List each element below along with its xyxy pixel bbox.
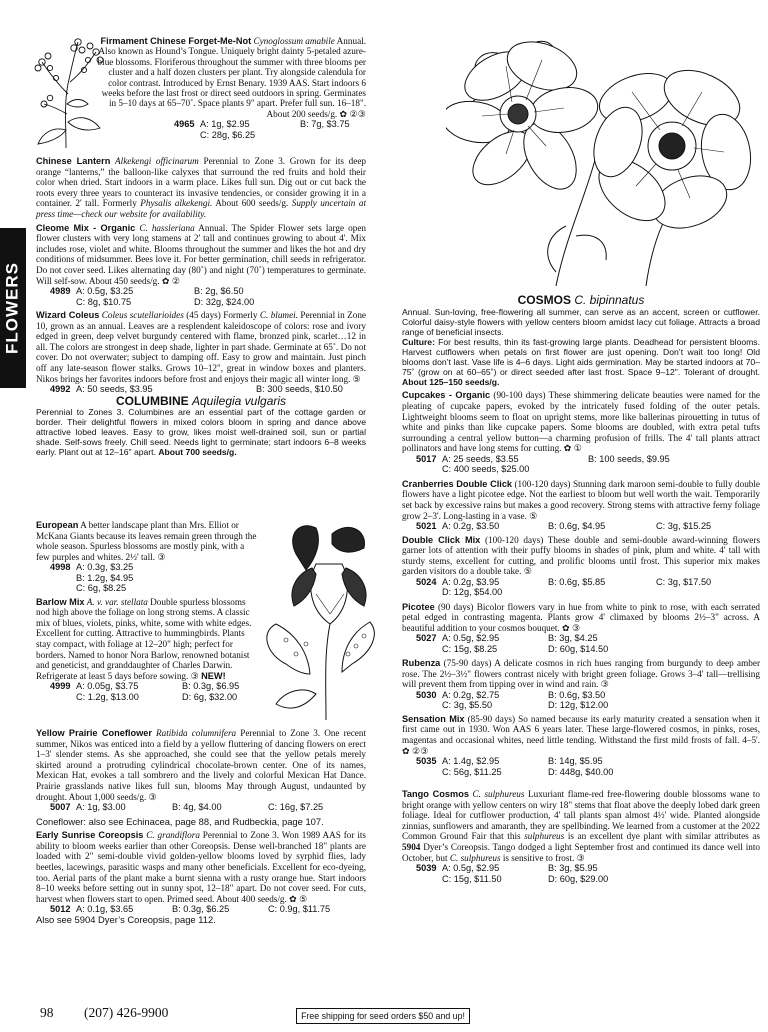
- product-name: Cupcakes - Organic: [402, 390, 491, 401]
- latin-name: C. grandiflora: [146, 830, 200, 841]
- price-option: D: 12g, $12.00: [548, 700, 609, 711]
- cross-reference-sku: 5904: [402, 842, 421, 853]
- product-name: Sensation Mix: [402, 713, 465, 724]
- price-option: B: 7g, $3.75: [300, 119, 350, 130]
- coleus-entry: [36, 310, 366, 384]
- sku-line: [402, 644, 760, 654]
- culture-text: For best results, thin its fast-growing large plants. Deadhead for persistent blooms. Harvest cutflowers when petals on first flower are just opening. Don’t wait too long! Old blooms don’t last. Vase life is 4–6 days. Light aids germination. May be started indoors at 70–75˚ (grow on at 60–65˚) or direct seeded after last frost. Space 9–12". Tolerant of drought.: [402, 336, 760, 378]
- seed-count: About 600 seeds/g.: [215, 198, 289, 209]
- price-option: A: 0.3g, $3.25: [76, 562, 134, 573]
- columbine-illustration: [256, 514, 392, 722]
- sku-line: [36, 681, 258, 691]
- sku-line: [402, 633, 760, 643]
- product-name: Rubenza: [402, 658, 441, 669]
- product-description: is sensitive to frost. ③: [502, 852, 585, 863]
- cosmos-illustration: [446, 36, 768, 296]
- price-option: A: 25 seeds, $3.55: [442, 453, 519, 464]
- product-description: These double and semi-double award-winning flowers garner lots of attention with their puffy blooms in shades of pink, plum and white. 4' tall with sturdy stems, excellent for cutting, and prolific blooms until frost. This superior mix makes garden visitors do a double take. ⑤: [402, 534, 761, 577]
- days-to-maturity: (75-90 days): [443, 658, 492, 669]
- price-option: C: 56g, $11.25: [442, 766, 502, 777]
- price-option: B: 0.3g, $6.95: [182, 681, 240, 692]
- price-option: B: 0.6g, $3.50: [548, 690, 606, 701]
- price-option: B: 2g, $6.50: [194, 286, 244, 297]
- product-name: Picotee: [402, 601, 435, 612]
- product-description: is an excellent dye plant with similar attributes as: [567, 831, 761, 842]
- price-option: D: 60g, $14.50: [548, 643, 609, 654]
- sku-line: [402, 690, 760, 700]
- sku-line: [402, 756, 760, 766]
- product-name: Cleome Mix - Organic: [36, 222, 136, 233]
- sku-line: [402, 454, 760, 464]
- days-to-maturity: (85-90 days): [467, 713, 516, 724]
- product-name: Chinese Lantern: [36, 156, 111, 166]
- cosmos-culture: [402, 337, 760, 387]
- sku-line: [36, 286, 366, 296]
- double-click-entry: [402, 535, 760, 577]
- price-option: A: 0.2g, $3.50: [442, 521, 500, 532]
- product-name: Barlow Mix: [36, 596, 85, 607]
- product-description: So named because its early maturity created a sensation when it first came out in 1930. Won AAS 6 years later. These large-flowered cosmos, in pinks, roses, magentas and occasional whites, need little tending. Withstand the first mild frosts of fall. 4–5'. ✿ ②③: [402, 713, 760, 756]
- sku-line: [36, 692, 258, 702]
- latin-name: C. bipinnatus: [574, 293, 645, 307]
- price-option: B: 0.6g, $4.95: [548, 521, 606, 532]
- sku-line: [402, 464, 760, 474]
- product-name: Cranberries Double Click: [402, 478, 513, 489]
- price-option: C: 6g, $8.25: [76, 583, 127, 594]
- section-title-columbine: [36, 393, 366, 408]
- page-number: 98: [40, 1005, 54, 1020]
- product-name: Early Sunrise Coreopsis: [36, 830, 144, 841]
- sku-line: [402, 863, 760, 873]
- sku-line: [36, 562, 258, 572]
- price-option: A: 0.5g, $3.25: [76, 286, 134, 297]
- sku-number: 4999: [50, 681, 71, 692]
- cosmos-intro: [402, 307, 760, 337]
- new-badge: NEW!: [201, 670, 226, 681]
- price-option: C: 28g, $6.25: [200, 129, 256, 140]
- also-see-note: Also see 5904 Dyer’s Coreopsis, page 112.: [36, 913, 216, 925]
- latin-name: C. hassleriana: [139, 222, 195, 233]
- days-to-maturity: (100-120 days): [514, 478, 571, 489]
- product-description: Luxuriant flame-red free-flowering double blossoms wane to bright orange with yellow centers on wiry 18" stems that float above the deeply lobed dark green foliage. Ideal for cutflower production, 4' tall plants span almost 4½' wide. Planted alongside zinnias, sunflowers and amaranth, they are spellbinding. We learned from a customer at the 2022 Common Ground Fair that this: [402, 789, 761, 842]
- sku-line: [36, 297, 366, 307]
- price-option: A: 0.2g, $2.75: [442, 690, 500, 701]
- product-description: Bicolor flowers vary in hue from white to pink to rose, with each serrated petal edged in contrasting magenta. Plants grow 4' climaxed by blooms 2½–3" across. A beautiful addition to your cosmos bouquet. ✿ ③: [402, 601, 761, 633]
- product-name: Tango Cosmos: [402, 789, 469, 800]
- price-option: C: 8g, $10.75: [76, 296, 132, 307]
- price-option: A: 0.1g, $3.65: [76, 904, 134, 915]
- price-option: D: 32g, $24.00: [194, 296, 255, 307]
- sku-line: [94, 130, 366, 140]
- chinese-lantern-entry: [36, 156, 366, 220]
- sku-line: [36, 583, 258, 593]
- price-option: B: 1.2g, $4.95: [76, 572, 134, 583]
- sku-number: 5021: [416, 521, 437, 532]
- price-option: C: 1.2g, $13.00: [76, 691, 139, 702]
- price-option: A: 50 seeds, $3.95: [76, 384, 153, 395]
- section-title-text: COLUMBINE: [115, 393, 189, 408]
- price-option: A: 1.4g, $2.95: [442, 756, 500, 767]
- sku-line: [402, 874, 760, 884]
- price-option: B: 300 seeds, $10.50: [256, 384, 343, 395]
- sku-line: [36, 802, 366, 812]
- product-description: Perennial in Zone 10, grown as an annual. Leaves are a resplendent kaleidoscope of colors: rose and ivory edged in green, deep velvet burgundy centered with flame, bronzed pink, scarlet…12 in all. The colors are strongest in deep shade, lighter in part shade. Germinate at 65˚. Do not cover. Do not overwater; subject to damping off. Easy to grow and maintain. Just pinch off any late-season flower stalks. Grows 10–12", great in window boxes and planters. Nikos brings her favorites indoors before frost and enjoys their magic all winter long. ⑤: [36, 309, 366, 384]
- price-option: B: 3g, $4.25: [548, 633, 598, 644]
- phone-number: (207) 426-9900: [84, 1005, 169, 1020]
- forget-me-not-entry: [94, 36, 366, 140]
- latin-name: Coleus scutellarioides: [101, 309, 184, 320]
- sku-number: 4989: [50, 286, 71, 297]
- days-to-maturity: (90 days): [437, 601, 474, 612]
- price-option: C: 3g, $5.50: [442, 700, 493, 711]
- product-name: Firmament Chinese Forget-Me-Not: [100, 36, 252, 46]
- price-option: B: 100 seeds, $9.95: [588, 453, 670, 464]
- price-option: A: 1g, $2.95: [200, 119, 250, 130]
- price-option: C: 15g, $8.25: [442, 643, 498, 654]
- latin-name: Alkekengi officinarum: [115, 156, 199, 166]
- product-name: Yellow Prairie Coneflower: [36, 728, 152, 738]
- sku-number: 5017: [416, 453, 437, 464]
- cranberries-entry: [402, 479, 760, 521]
- sku-number: 5027: [416, 633, 437, 644]
- sku-number: 4998: [50, 562, 71, 573]
- days-to-maturity: (45 days) Formerly: [186, 309, 258, 320]
- seed-count: About 125–150 seeds/g.: [402, 377, 500, 388]
- price-option: C: 16g, $7.25: [268, 802, 324, 813]
- product-description: Double spurless blossoms nod high above the foliage on long strong stems. A classic mix of blues, violets, pinks, white, some with white edges. Excellent for cutting. Attractive to hummingbirds. Plants stay compact, with foliage at 12–20" high; perfect for borders. Named to honor Nora Barlow, renowned botanist and geneticist, and granddaughter of Charles Darwin. Refrigerate at least 5 days before sowing. ③: [36, 596, 252, 681]
- sku-number: 5035: [416, 756, 437, 767]
- product-name: Wizard Coleus: [36, 309, 100, 320]
- sku-line: [402, 577, 760, 587]
- sensation-entry: [402, 714, 760, 756]
- latin-name: A. v. var. stellata: [86, 596, 148, 607]
- price-option: B: 3g, $5.95: [548, 863, 598, 874]
- culture-label: Culture:: [402, 336, 435, 347]
- price-option: D: 60g, $29.00: [548, 873, 609, 884]
- columbine-intro: [36, 407, 366, 457]
- price-option: C: 0.9g, $11.75: [268, 904, 331, 915]
- product-description: Annual. Also known as Hound’s Tongue. Uniquely bright dainty 5-petaled azure-blue blossoms. Floriferous throughout the summer with three blooms per cluster and a half dozen clusters per plant. Try alongside calendula for color contrast. Introduced by Ernst Benary. 1939 AAS. Start indoors 6 weeks before the last frost or direct seed outdoors in spring. Germinates in 5–10 days at 65–70˚. Space plants 9" apart. Prefer full sun. 16–18". About 200 seeds/g. ✿ ②③: [97, 36, 366, 119]
- section-description: Perennial to Zones 3. Columbines are an essential part of the cottage garden or border. Their delightful flowers in mixed colors bloom in spring and dance above attractive lobed leaves. Easy to grow, likes moist well-drained soil, sun or partial shade. Self-sows freely. Chill seed. Needs light to germinate; start indoors 6–8 weeks early. Plant out at 12–16" apart.: [36, 407, 366, 458]
- sku-line: [402, 521, 760, 531]
- product-description: Dyer’s Coreopsis. Tango dodged a light September frost and continued its dance well into October, but: [402, 842, 760, 863]
- european-entry: [36, 520, 258, 562]
- product-description: These shimmering delicate beauties were named for the pleating of cupcake papers, evoked by the intricately fused folding of the outer petals. Lightweight blooms seem to float on upright stems, more like ballerinas pirouetting in tutus of white and pinks than like cupcake papers. Some blooms are doubled, with extra petal tufts surrounding a central yellow button—a charming profusion of frills. The 4' tall plants attract pollinators and have long stems for cutting. ✿ ①: [402, 390, 761, 454]
- price-option: B: 14g, $5.95: [548, 756, 603, 767]
- price-option: A: 0.5g, $2.95: [442, 633, 500, 644]
- free-shipping-banner: Free shipping for seed orders $50 and up!: [296, 1008, 470, 1024]
- latin-name: Physalis alkekengi.: [140, 198, 213, 209]
- sku-number: 5030: [416, 690, 437, 701]
- rubenza-entry: [402, 658, 760, 690]
- price-option: A: 0.5g, $2.95: [442, 863, 500, 874]
- latin-name: Aquilegia vulgaris: [191, 393, 287, 408]
- price-option: B: 0.3g, $6.25: [172, 904, 230, 915]
- price-option: A: 0.2g, $3.95: [442, 576, 500, 587]
- price-option: B: 4g, $4.00: [172, 802, 222, 813]
- price-option: A: 0.05g, $3.75: [76, 681, 139, 692]
- price-option: C: 3g, $15.25: [656, 521, 712, 532]
- section-tab-label: FLOWERS: [2, 262, 22, 354]
- yellow-prairie-entry: [36, 728, 366, 802]
- product-description: A delicate cosmos in rich hues ranging from burgundy to deep amber rose. The 2½–3½" flowers contrast nicely with bright green foliage. Grows 3–4' tall—trellising will prevent them from tipping over in wind and rain. ③: [402, 658, 760, 690]
- price-option: C: 15g, $11.50: [442, 873, 502, 884]
- sku-number: 5007: [50, 802, 71, 813]
- barlow-entry: [36, 597, 258, 682]
- latin-name: Cynoglossum amabile: [253, 36, 335, 46]
- sku-number: 5039: [416, 863, 437, 874]
- sku-number: 4965: [174, 119, 195, 130]
- seed-count: About 700 seeds/g.: [158, 447, 237, 458]
- product-description: Perennial to Zone 3. Won 1989 AAS for its ability to bloom weeks earlier than other Coreopsis. Dense well-branched 18" plants are loaded with 2" semi-double vivid golden-yellow blooms loved by syrphid flies, lady beetles, lacewings, parasitic wasps and many other beneficials. Excellent for eco-dyeing, too. Aerial parts of the plant make a burnt sienna with a rusty orange hue. Start indoors 8–10 weeks before setting out in sunny spot, 12–18" apart. Do not cover seed. For cuts, harvest when flowers start to open. Primed seed. About 400 seeds/g. ✿ ⑤: [36, 830, 366, 904]
- sku-line: [402, 587, 760, 597]
- latin-name: C. blumei.: [259, 309, 298, 320]
- section-tab: [0, 228, 26, 388]
- sku-number: 5012: [50, 904, 71, 915]
- days-to-maturity: (100-120 days): [484, 534, 544, 545]
- cleome-entry: [36, 223, 366, 287]
- price-option: B: 0.6g, $5.85: [548, 576, 606, 587]
- latin-name: C. sulphureus: [472, 789, 525, 800]
- sku-number: 5024: [416, 576, 437, 587]
- coneflower-note: Coneflower: also see Echinacea, page 88, and Rudbeckia, page 107.: [36, 815, 324, 827]
- price-option: A: 1g, $3.00: [76, 802, 126, 813]
- sku-line: [402, 700, 760, 710]
- price-option: C: 3g, $17.50: [656, 576, 712, 587]
- product-description: Annual. The Spider Flower sets large open flower clusters with very long stamens at 2' tall and continues growing to about 4'. Mix includes rose, violet and white. Blooms throughout the summer and likes the hot and dry conditions of midsummer. Bees love it. For better germination, chill seeds in refrigerator. Do not cover seed. Likes alternating day (80˚) and night (70˚) temperatures to germinate. Will self-sow. About 450 seeds/g. ✿ ②: [36, 222, 366, 286]
- price-option: D: 6g, $32.00: [182, 691, 238, 702]
- product-description: Perennial to Zone 3. One recent summer, Nikos was enticed into a field by a yellow fluttering of dancing flowers on erect 1–3' slender stems. As she approached, she could see that the yellow petals merely skirted around a protruding cylindrical chocolate-brown center. One of its names, Mexican Hat, evokes a tall sombrero and the lively and colorful Mexican Hat Dance. Prairie grasslands native likes full sun, blooms May through August, undaunted by drought. About 1,000 seeds/g. ③: [36, 728, 367, 802]
- days-to-maturity: (90-100 days): [493, 390, 546, 401]
- cupcakes-entry: [402, 390, 760, 454]
- price-option: D: 448g, $40.00: [548, 766, 614, 777]
- price-option: D: 12g, $54.00: [442, 587, 503, 598]
- sku-line: [36, 573, 258, 583]
- product-description: Stunning dark maroon semi-double to fully double flowers have a light picotee edge. Not the earliest to bloom but well worth the wait. Temporarily set back by excessive rains but makes a good recovery. Strong stems with attractive ferny foliage grow 2–3'. Long-lasting in a vase. ⑤: [402, 478, 761, 521]
- price-option: C: 400 seeds, $25.00: [442, 464, 530, 475]
- latin-name: C. sulphureus: [449, 852, 501, 863]
- sku-line: [94, 119, 366, 129]
- early-sunrise-entry: [36, 830, 366, 904]
- picotee-entry: [402, 602, 760, 634]
- section-description: Annual. Sun-loving, free-flowering all summer, can serve as an accent, screen or cutflower. Colorful daisy-style flowers with yellow centers bloom amidst lacy cut foliage. Attracts a broad range of beneficial insects.: [402, 306, 760, 337]
- latin-name: Ratibida columnifera: [156, 728, 237, 738]
- section-title-text: COSMOS: [517, 293, 571, 307]
- section-title-cosmos: [402, 295, 760, 306]
- product-name: European: [36, 520, 79, 530]
- latin-name: sulphureus: [524, 831, 565, 842]
- sku-number: 4992: [50, 384, 71, 395]
- product-name: Double Click Mix: [402, 534, 481, 545]
- tango-entry: [402, 789, 760, 863]
- sku-line: [402, 767, 760, 777]
- product-description: A better landscape plant than Mrs. Elliot or McKana Giants because its leaves remain green through the whole season. Spurless blossoms are mostly pink, with a few purples and whites. 2½' tall. ③: [36, 520, 257, 562]
- availability-note: Supply uncertain at press time—check our website for availability.: [36, 198, 366, 219]
- product-description: Perennial to Zone 3. Grown for its deep orange “lanterns,” the balloon-like calyxes that surround the red fruits and hold their color when dried. Start indoors in a warm place. Likes full sun. Dig out or cut back the roots every three years to counteract its invasive tendencies, or consider growing it in a container. 2' tall. Formerly: [36, 156, 367, 209]
